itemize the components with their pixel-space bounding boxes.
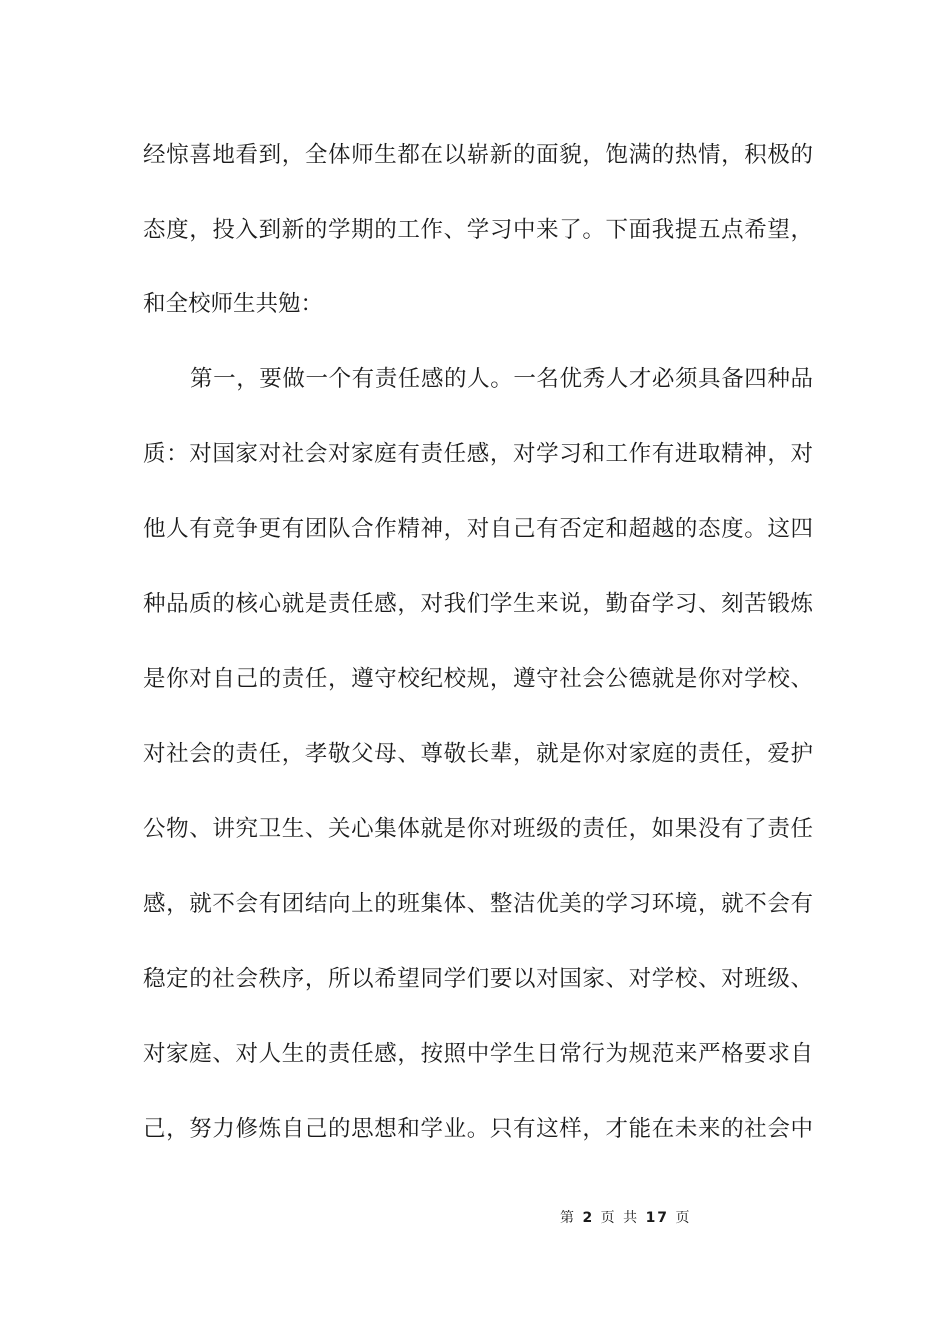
text-line: 对社会的责任，孝敬父母、尊敬长辈，就是你对家庭的责任，爱护 [143, 741, 813, 767]
text-line: 经惊喜地看到，全体师生都在以崭新的面貌，饱满的热情，积极的 [143, 142, 813, 168]
footer-middle: 页 共 [600, 1210, 640, 1226]
text-line: 第一，要做一个有责任感的人。一名优秀人才必须具备四种品 [190, 366, 813, 392]
total-page-count: 17 [645, 1210, 670, 1226]
text-line: 和全校师生共勉： [143, 291, 324, 317]
text-line: 质：对国家对社会对家庭有责任感，对学习和工作有进取精神，对 [143, 441, 813, 467]
text-line: 他人有竞争更有团队合作精神，对自己有否定和超越的态度。这四 [143, 516, 813, 542]
text-line: 是你对自己的责任，遵守校纪校规，遵守社会公德就是你对学校、 [143, 666, 813, 692]
text-line: 稳定的社会秩序，所以希望同学们要以对国家、对学校、对班级、 [143, 966, 813, 992]
text-line: 态度，投入到新的学期的工作、学习中来了。下面我提五点希望， [143, 217, 813, 243]
page-footer [560, 1208, 692, 1228]
current-page-number: 2 [582, 1210, 595, 1226]
text-line: 种品质的核心就是责任感，对我们学生来说，勤奋学习、刻苦锻炼 [143, 591, 813, 617]
footer-prefix: 第 [560, 1210, 576, 1226]
text-line: 对家庭、对人生的责任感，按照中学生日常行为规范来严格要求自 [143, 1041, 813, 1067]
text-line: 己，努力修炼自己的思想和学业。只有这样，才能在未来的社会中 [143, 1116, 813, 1142]
footer-suffix: 页 [675, 1210, 692, 1226]
text-line: 公物、讲究卫生、关心集体就是你对班级的责任，如果没有了责任 [143, 816, 813, 842]
text-line: 感，就不会有团结向上的班集体、整洁优美的学习环境，就不会有 [143, 891, 813, 917]
